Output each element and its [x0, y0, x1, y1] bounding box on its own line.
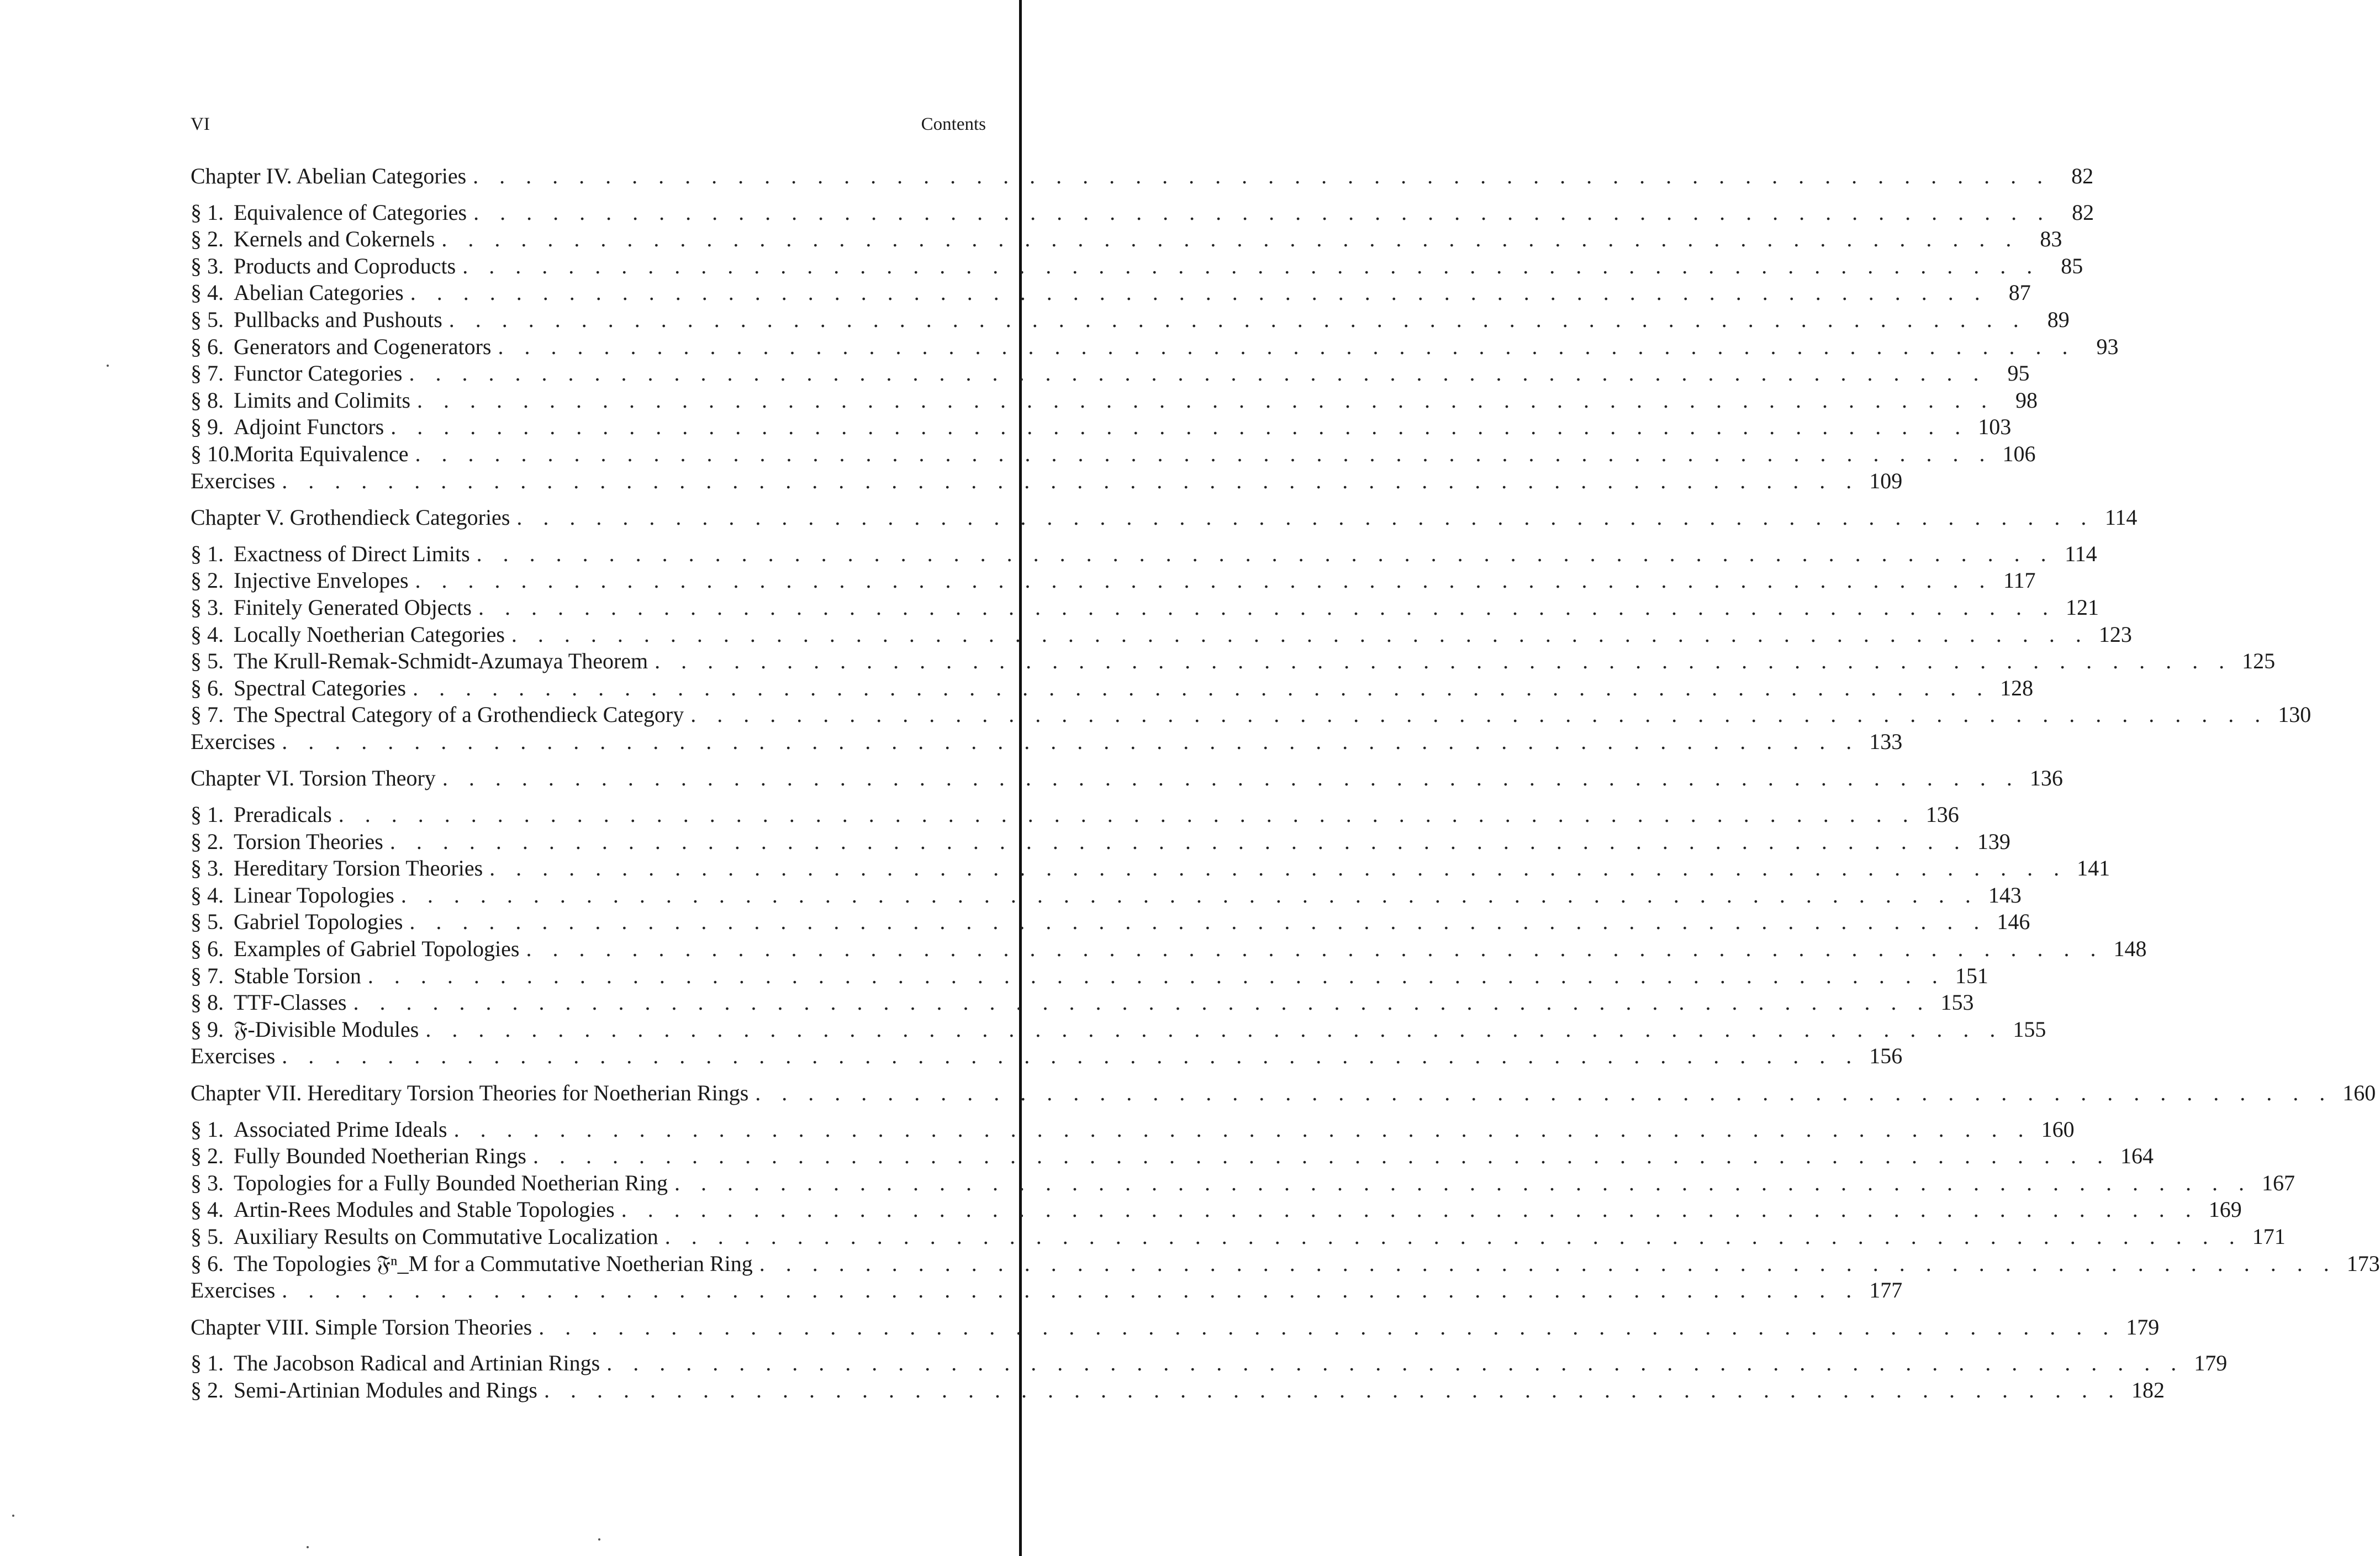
section-entry — [191, 307, 2070, 334]
dot-leader: . . . . . . . . . . . . . . . . . . . . . . . . . . . . . . . . . . . . . . . . . . . . . . . . . . . . . . . . . . . . — [282, 1043, 1860, 1069]
chapter-entry — [191, 1314, 2160, 1341]
section-entry — [191, 199, 2094, 226]
section-entry — [191, 675, 2034, 702]
page-ref: 114 — [2104, 505, 2138, 530]
dot-leader: . . . . . . . . . . . . . . . . . . . . . . . . . . . . . . . . . . . . . . . . . . . . . . . . . . . . . . . . . . . . — [516, 505, 2094, 530]
dot-leader: . . . . . . . . . . . . . . . . . . . . . . . . . . . . . . . . . . . . . . . . . . . . . . . . . . . . . . . . . . . . — [759, 1251, 2337, 1276]
section-title: Exactness of Direct Limits — [234, 541, 470, 566]
page-ref: 136 — [2029, 766, 2063, 791]
section-entry — [191, 594, 2099, 621]
running-head-title: Contents — [921, 114, 986, 134]
section-number: § 4. — [191, 280, 224, 305]
section-entry — [191, 1223, 2286, 1251]
page-ref: 179 — [2194, 1351, 2228, 1376]
section-entry — [191, 1170, 2295, 1197]
scan-speck — [598, 1538, 600, 1541]
section-entry — [191, 226, 2062, 253]
section-title: Limits and Colimits — [234, 387, 411, 413]
page-ref: 103 — [1978, 414, 2012, 440]
page-ref: 153 — [1940, 990, 1974, 1015]
section-number: § 1. — [191, 1351, 224, 1376]
section-number: § 2. — [191, 568, 224, 593]
section-number: § 5. — [191, 909, 224, 935]
section-entry — [191, 1016, 2046, 1043]
scan-speck — [12, 1515, 14, 1517]
exercises-entry — [191, 1043, 1903, 1070]
section-entry — [191, 1377, 2165, 1404]
page-ref: 151 — [1955, 963, 1988, 988]
section-number: § 4. — [191, 1197, 224, 1222]
dot-leader: . . . . . . . . . . . . . . . . . . . . . . . . . . . . . . . . . . . . . . . . . . . . . . . . . . . . . . . . . . . . — [511, 621, 2089, 647]
section-number: § 7. — [191, 702, 224, 727]
section-title: Locally Noetherian Categories — [234, 621, 505, 647]
section-entry — [191, 855, 2110, 882]
section-title: Adjoint Functors — [234, 414, 384, 440]
section-title: Morita Equivalence — [234, 441, 409, 466]
section-number: § 2. — [191, 1377, 224, 1402]
page-ref: 95 — [2007, 361, 2030, 386]
section-number: § 3. — [191, 594, 224, 620]
dot-leader: . . . . . . . . . . . . . . . . . . . . . . . . . . . . . . . . . . . . . . . . . . . . . . . . . . . . . . . . . . . . — [453, 1116, 2031, 1142]
exercises-entry — [191, 1277, 1903, 1304]
exercises-entry — [191, 729, 1903, 756]
section-entry — [191, 279, 2031, 307]
dot-leader: . . . . . . . . . . . . . . . . . . . . . . . . . . . . . . . . . . . . . . . . . . . . . . . . . . . . . . . . . . . . — [473, 199, 2051, 225]
section-entry — [191, 1116, 2075, 1143]
section-entry — [191, 1196, 2242, 1223]
page-ref: 133 — [1869, 729, 1903, 754]
section-title: The Krull-Remak-Schmidt-Azumaya Theorem — [234, 648, 648, 674]
dot-leader: . . . . . . . . . . . . . . . . . . . . . . . . . . . . . . . . . . . . . . . . . . . . . . . . . . . . . . . . . . . . — [476, 541, 2054, 566]
section-title: Gabriel Topologies — [234, 909, 403, 935]
dot-leader: . . . . . . . . . . . . . . . . . . . . . . . . . . . . . . . . . . . . . . . . . . . . . . . . . . . . . . . . . . . . — [413, 675, 1991, 700]
section-entry — [191, 963, 1988, 990]
page-ref: 156 — [1869, 1043, 1903, 1069]
dot-leader: . . . . . . . . . . . . . . . . . . . . . . . . . . . . . . . . . . . . . . . . . . . . . . . . . . . . . . . . . . . . — [441, 226, 2019, 252]
page-ref: 136 — [1925, 802, 1959, 827]
section-number: § 3. — [191, 1170, 224, 1195]
section-entry — [191, 567, 2036, 594]
section-number: § 2. — [191, 829, 224, 854]
section-number: § 9. — [191, 1016, 224, 1042]
dot-leader: . . . . . . . . . . . . . . . . . . . . . . . . . . . . . . . . . . . . . . . . . . . . . . . . . . . . . . . . . . . . — [543, 1377, 2122, 1402]
dot-leader: . . . . . . . . . . . . . . . . . . . . . . . . . . . . . . . . . . . . . . . . . . . . . . . . . . . . . . . . . . . . — [664, 1223, 2242, 1249]
scan-speck — [307, 1546, 309, 1548]
section-entry — [191, 441, 2036, 468]
chapter-block — [191, 163, 2119, 494]
exercises-title: Exercises — [191, 1278, 276, 1303]
section-number: § 8. — [191, 387, 224, 413]
section-number: § 2. — [191, 226, 224, 252]
section-title: Functor Categories — [234, 361, 403, 386]
section-entry — [191, 1251, 2380, 1278]
dot-leader: . . . . . . . . . . . . . . . . . . . . . . . . . . . . . . . . . . . . . . . . . . . . . . . . . . . . . . . . . . . . — [389, 829, 1967, 854]
section-title: Stable Torsion — [234, 963, 361, 988]
section-title: Semi-Artinian Modules and Rings — [234, 1377, 537, 1402]
dot-leader: . . . . . . . . . . . . . . . . . . . . . . . . . . . . . . . . . . . . . . . . . . . . . . . . . . . . . . . . . . . . — [367, 963, 1945, 988]
dot-leader: . . . . . . . . . . . . . . . . . . . . . . . . . . . . . . . . . . . . . . . . . . . . . . . . . . . . . . . . . . . . — [338, 802, 1916, 827]
section-number: § 7. — [191, 963, 224, 988]
dot-leader: . . . . . . . . . . . . . . . . . . . . . . . . . . . . . . . . . . . . . . . . . . . . . . . . . . . . . . . . . . . . — [532, 1143, 2110, 1169]
section-title: Artin-Rees Modules and Stable Topologies — [234, 1197, 615, 1222]
section-number: § 1. — [191, 541, 224, 566]
chapter-block — [191, 1080, 2380, 1304]
page-ref: 114 — [2065, 541, 2097, 566]
section-number: § 1. — [191, 802, 224, 827]
dot-leader: . . . . . . . . . . . . . . . . . . . . . . . . . . . . . . . . . . . . . . . . . . . . . . . . . . . . . . . . . . . . — [425, 1016, 2003, 1042]
section-entry — [191, 801, 1959, 829]
dot-leader: . . . . . . . . . . . . . . . . . . . . . . . . . . . . . . . . . . . . . . . . . . . . . . . . . . . . . . . . . . . . — [410, 280, 1988, 305]
chapter-title: Chapter VIII. Simple Torsion Theories — [191, 1314, 532, 1339]
section-title: Kernels and Cokernels — [234, 226, 435, 252]
page-ref: 139 — [1977, 829, 2010, 854]
exercises-title: Exercises — [191, 468, 276, 493]
dot-leader: . . . . . . . . . . . . . . . . . . . . . . . . . . . . . . . . . . . . . . . . . . . . . . . . . . . . . . . . . . . . — [417, 387, 1995, 413]
section-number: § 4. — [191, 621, 224, 647]
chapter-title: Chapter VII. Hereditary Torsion Theories for Noetherian Rings — [191, 1080, 749, 1105]
section-number: § 9. — [191, 414, 224, 440]
page-ref: 87 — [2008, 280, 2031, 305]
scan-speck — [107, 365, 109, 367]
dot-leader: . . . . . . . . . . . . . . . . . . . . . . . . . . . . . . . . . . . . . . . . . . . . . . . . . . . . . . . . . . . . — [690, 702, 2268, 727]
dot-leader: . . . . . . . . . . . . . . . . . . . . . . . . . . . . . . . . . . . . . . . . . . . . . . . . . . . . . . . . . . . . — [400, 882, 1978, 908]
page-ref: 82 — [2071, 163, 2094, 188]
chapter-entry — [191, 163, 2094, 190]
section-number: § 2. — [191, 1143, 224, 1169]
page-ref: 160 — [2342, 1080, 2376, 1105]
chapter-entry — [191, 1080, 2376, 1107]
section-title: Generators and Cogenerators — [234, 334, 492, 359]
page-ref: 171 — [2252, 1223, 2286, 1249]
section-entry — [191, 1143, 2154, 1170]
section-title: Products and Coproducts — [234, 253, 456, 278]
dot-leader: . . . . . . . . . . . . . . . . . . . . . . . . . . . . . . . . . . . . . . . . . . . . . . . . . . . . . . . . . . . . — [473, 163, 2051, 188]
chapter-entry — [191, 504, 2138, 531]
page-ref: 125 — [2242, 648, 2276, 674]
page-ref: 141 — [2077, 856, 2110, 881]
page-ref: 117 — [2003, 568, 2036, 593]
page-ref: 130 — [2278, 702, 2312, 727]
section-title: Auxiliary Results on Commutative Localization — [234, 1223, 658, 1249]
section-number: § 1. — [191, 1116, 224, 1142]
section-number: § 3. — [191, 253, 224, 278]
section-entry — [191, 936, 2147, 963]
section-entry — [191, 701, 2312, 729]
section-title: Equivalence of Categories — [234, 199, 467, 225]
section-title: Spectral Categories — [234, 675, 407, 700]
section-number: § 6. — [191, 936, 224, 962]
page-ref: 177 — [1869, 1278, 1903, 1303]
dot-leader: . . . . . . . . . . . . . . . . . . . . . . . . . . . . . . . . . . . . . . . . . . . . . . . . . . . . . . . . . . . . — [526, 936, 2104, 962]
table-of-contents — [191, 163, 2380, 1404]
section-entry — [191, 414, 2012, 441]
section-number: § 5. — [191, 648, 224, 674]
page-ref: 123 — [2098, 621, 2132, 647]
page-ref: 148 — [2113, 936, 2147, 962]
running-head — [191, 114, 986, 136]
exercises-entry — [191, 468, 1903, 495]
page-ref: 164 — [2120, 1143, 2154, 1169]
section-title: Pullbacks and Pushouts — [234, 307, 442, 332]
dot-leader: . . . . . . . . . . . . . . . . . . . . . . . . . . . . . . . . . . . . . . . . . . . . . . . . . . . . . . . . . . . . — [462, 253, 2040, 278]
dot-leader: . . . . . . . . . . . . . . . . . . . . . . . . . . . . . . . . . . . . . . . . . . . . . . . . . . . . . . . . . . . . — [282, 468, 1860, 493]
dot-leader: . . . . . . . . . . . . . . . . . . . . . . . . . . . . . . . . . . . . . . . . . . . . . . . . . . . . . . . . . . . . — [353, 990, 1931, 1015]
section-number: § 7. — [191, 361, 224, 386]
chapter-title: Chapter V. Grothendieck Categories — [191, 505, 510, 530]
section-entry — [191, 621, 2132, 648]
dot-leader: . . . . . . . . . . . . . . . . . . . . . . . . . . . . . . . . . . . . . . . . . . . . . . . . . . . . . . . . . . . . — [390, 414, 1969, 440]
chapter-title: Chapter IV. Abelian Categories — [191, 163, 467, 188]
exercises-title: Exercises — [191, 729, 276, 754]
dot-leader: . . . . . . . . . . . . . . . . . . . . . . . . . . . . . . . . . . . . . . . . . . . . . . . . . . . . . . . . . . . . — [606, 1351, 2184, 1376]
page-ref: 173 — [2346, 1251, 2380, 1276]
section-number: § 5. — [191, 1223, 224, 1249]
page-ref: 167 — [2261, 1170, 2295, 1195]
section-number: § 8. — [191, 990, 224, 1015]
section-entry — [191, 253, 2083, 280]
section-title: Linear Topologies — [234, 882, 394, 908]
section-number: § 6. — [191, 334, 224, 359]
chapter-block — [191, 504, 2312, 755]
chapter-block — [191, 765, 2147, 1070]
section-title: Injective Envelopes — [234, 568, 409, 593]
section-title: 𝔉-Divisible Modules — [234, 1016, 419, 1042]
page-ref: 155 — [2013, 1016, 2046, 1042]
dot-leader: . . . . . . . . . . . . . . . . . . . . . . . . . . . . . . . . . . . . . . . . . . . . . . . . . . . . . . . . . . . . — [415, 568, 1993, 593]
section-number: § 6. — [191, 675, 224, 700]
section-title: Fully Bounded Noetherian Rings — [234, 1143, 526, 1169]
exercises-title: Exercises — [191, 1043, 276, 1069]
page-ref: 89 — [2047, 307, 2070, 332]
dot-leader: . . . . . . . . . . . . . . . . . . . . . . . . . . . . . . . . . . . . . . . . . . . . . . . . . . . . . . . . . . . . — [415, 441, 1993, 466]
dot-leader: . . . . . . . . . . . . . . . . . . . . . . . . . . . . . . . . . . . . . . . . . . . . . . . . . . . . . . . . . . . . — [498, 334, 2076, 359]
section-entry — [191, 541, 2097, 568]
section-number: § 1. — [191, 199, 224, 225]
section-title: Torsion Theories — [234, 829, 383, 854]
section-title: Abelian Categories — [234, 280, 404, 305]
dot-leader: . . . . . . . . . . . . . . . . . . . . . . . . . . . . . . . . . . . . . . . . . . . . . . . . . . . . . . . . . . . . — [409, 909, 1987, 935]
section-entry — [191, 882, 2022, 909]
page-ref: 182 — [2131, 1377, 2165, 1402]
dot-leader: . . . . . . . . . . . . . . . . . . . . . . . . . . . . . . . . . . . . . . . . . . . . . . . . . . . . . . . . . . . . — [489, 856, 2067, 881]
page-ref: 146 — [1997, 909, 2030, 935]
section-title: Topologies for a Fully Bounded Noetherian Ring — [234, 1170, 668, 1195]
page-ref: 106 — [2002, 441, 2036, 466]
section-entry — [191, 387, 2038, 414]
section-title: The Jacobson Radical and Artinian Rings — [234, 1351, 600, 1376]
chapter-block — [191, 1314, 2228, 1404]
page-number: VI — [191, 114, 210, 134]
section-entry — [191, 1350, 2228, 1377]
page-ref: 128 — [2000, 675, 2034, 700]
dot-leader: . . . . . . . . . . . . . . . . . . . . . . . . . . . . . . . . . . . . . . . . . . . . . . . . . . . . . . . . . . . . — [655, 648, 2233, 674]
dot-leader: . . . . . . . . . . . . . . . . . . . . . . . . . . . . . . . . . . . . . . . . . . . . . . . . . . . . . . . . . . . . — [282, 1278, 1860, 1303]
section-title: Finitely Generated Objects — [234, 594, 472, 620]
dot-leader: . . . . . . . . . . . . . . . . . . . . . . . . . . . . . . . . . . . . . . . . . . . . . . . . . . . . . . . . . . . . — [409, 361, 1987, 386]
chapter-title: Chapter VI. Torsion Theory — [191, 766, 436, 791]
section-title: Associated Prime Ideals — [234, 1116, 447, 1142]
section-entry — [191, 334, 2119, 361]
section-title: Hereditary Torsion Theories — [234, 856, 483, 881]
section-title: The Spectral Category of a Grothendieck Category — [234, 702, 684, 727]
dot-leader: . . . . . . . . . . . . . . . . . . . . . . . . . . . . . . . . . . . . . . . . . . . . . . . . . . . . . . . . . . . . — [674, 1170, 2252, 1195]
dot-leader: . . . . . . . . . . . . . . . . . . . . . . . . . . . . . . . . . . . . . . . . . . . . . . . . . . . . . . . . . . . . — [621, 1197, 2199, 1222]
section-number: § 4. — [191, 882, 224, 908]
page-ref: 93 — [2096, 334, 2119, 359]
section-title: TTF-Classes — [234, 990, 347, 1015]
dot-leader: . . . . . . . . . . . . . . . . . . . . . . . . . . . . . . . . . . . . . . . . . . . . . . . . . . . . . . . . . . . . — [478, 594, 2056, 620]
dot-leader: . . . . . . . . . . . . . . . . . . . . . . . . . . . . . . . . . . . . . . . . . . . . . . . . . . . . . . . . . . . . — [539, 1314, 2117, 1339]
dot-leader: . . . . . . . . . . . . . . . . . . . . . . . . . . . . . . . . . . . . . . . . . . . . . . . . . . . . . . . . . . . . — [755, 1080, 2333, 1105]
page-ref: 85 — [2061, 253, 2083, 278]
page-ref: 179 — [2126, 1314, 2160, 1339]
page-ref: 169 — [2208, 1197, 2242, 1222]
section-title: Examples of Gabriel Topologies — [234, 936, 520, 962]
section-entry — [191, 909, 2030, 936]
section-entry — [191, 829, 2010, 856]
page-ref: 143 — [1988, 882, 2022, 908]
section-number: § 10. — [191, 441, 235, 466]
section-number: § 5. — [191, 307, 224, 332]
page-ref: 121 — [2065, 594, 2099, 620]
section-entry — [191, 989, 1974, 1016]
section-number: § 3. — [191, 856, 224, 881]
section-entry — [191, 360, 2030, 387]
page-ref: 83 — [2040, 226, 2062, 252]
chapter-entry — [191, 765, 2063, 792]
section-title: The Topologies 𝔉ⁿ_M for a Commutative Noetherian Ring — [234, 1251, 753, 1276]
section-entry — [191, 648, 2276, 675]
dot-leader: . . . . . . . . . . . . . . . . . . . . . . . . . . . . . . . . . . . . . . . . . . . . . . . . . . . . . . . . . . . . — [442, 766, 2020, 791]
dot-leader: . . . . . . . . . . . . . . . . . . . . . . . . . . . . . . . . . . . . . . . . . . . . . . . . . . . . . . . . . . . . — [282, 729, 1860, 754]
page-ref: 82 — [2072, 199, 2094, 225]
section-number: § 6. — [191, 1251, 224, 1276]
page-ref: 160 — [2041, 1116, 2075, 1142]
dot-leader: . . . . . . . . . . . . . . . . . . . . . . . . . . . . . . . . . . . . . . . . . . . . . . . . . . . . . . . . . . . . — [448, 307, 2027, 332]
page-ref: 98 — [2015, 387, 2038, 413]
section-title: Preradicals — [234, 802, 332, 827]
page-ref: 109 — [1869, 468, 1903, 493]
